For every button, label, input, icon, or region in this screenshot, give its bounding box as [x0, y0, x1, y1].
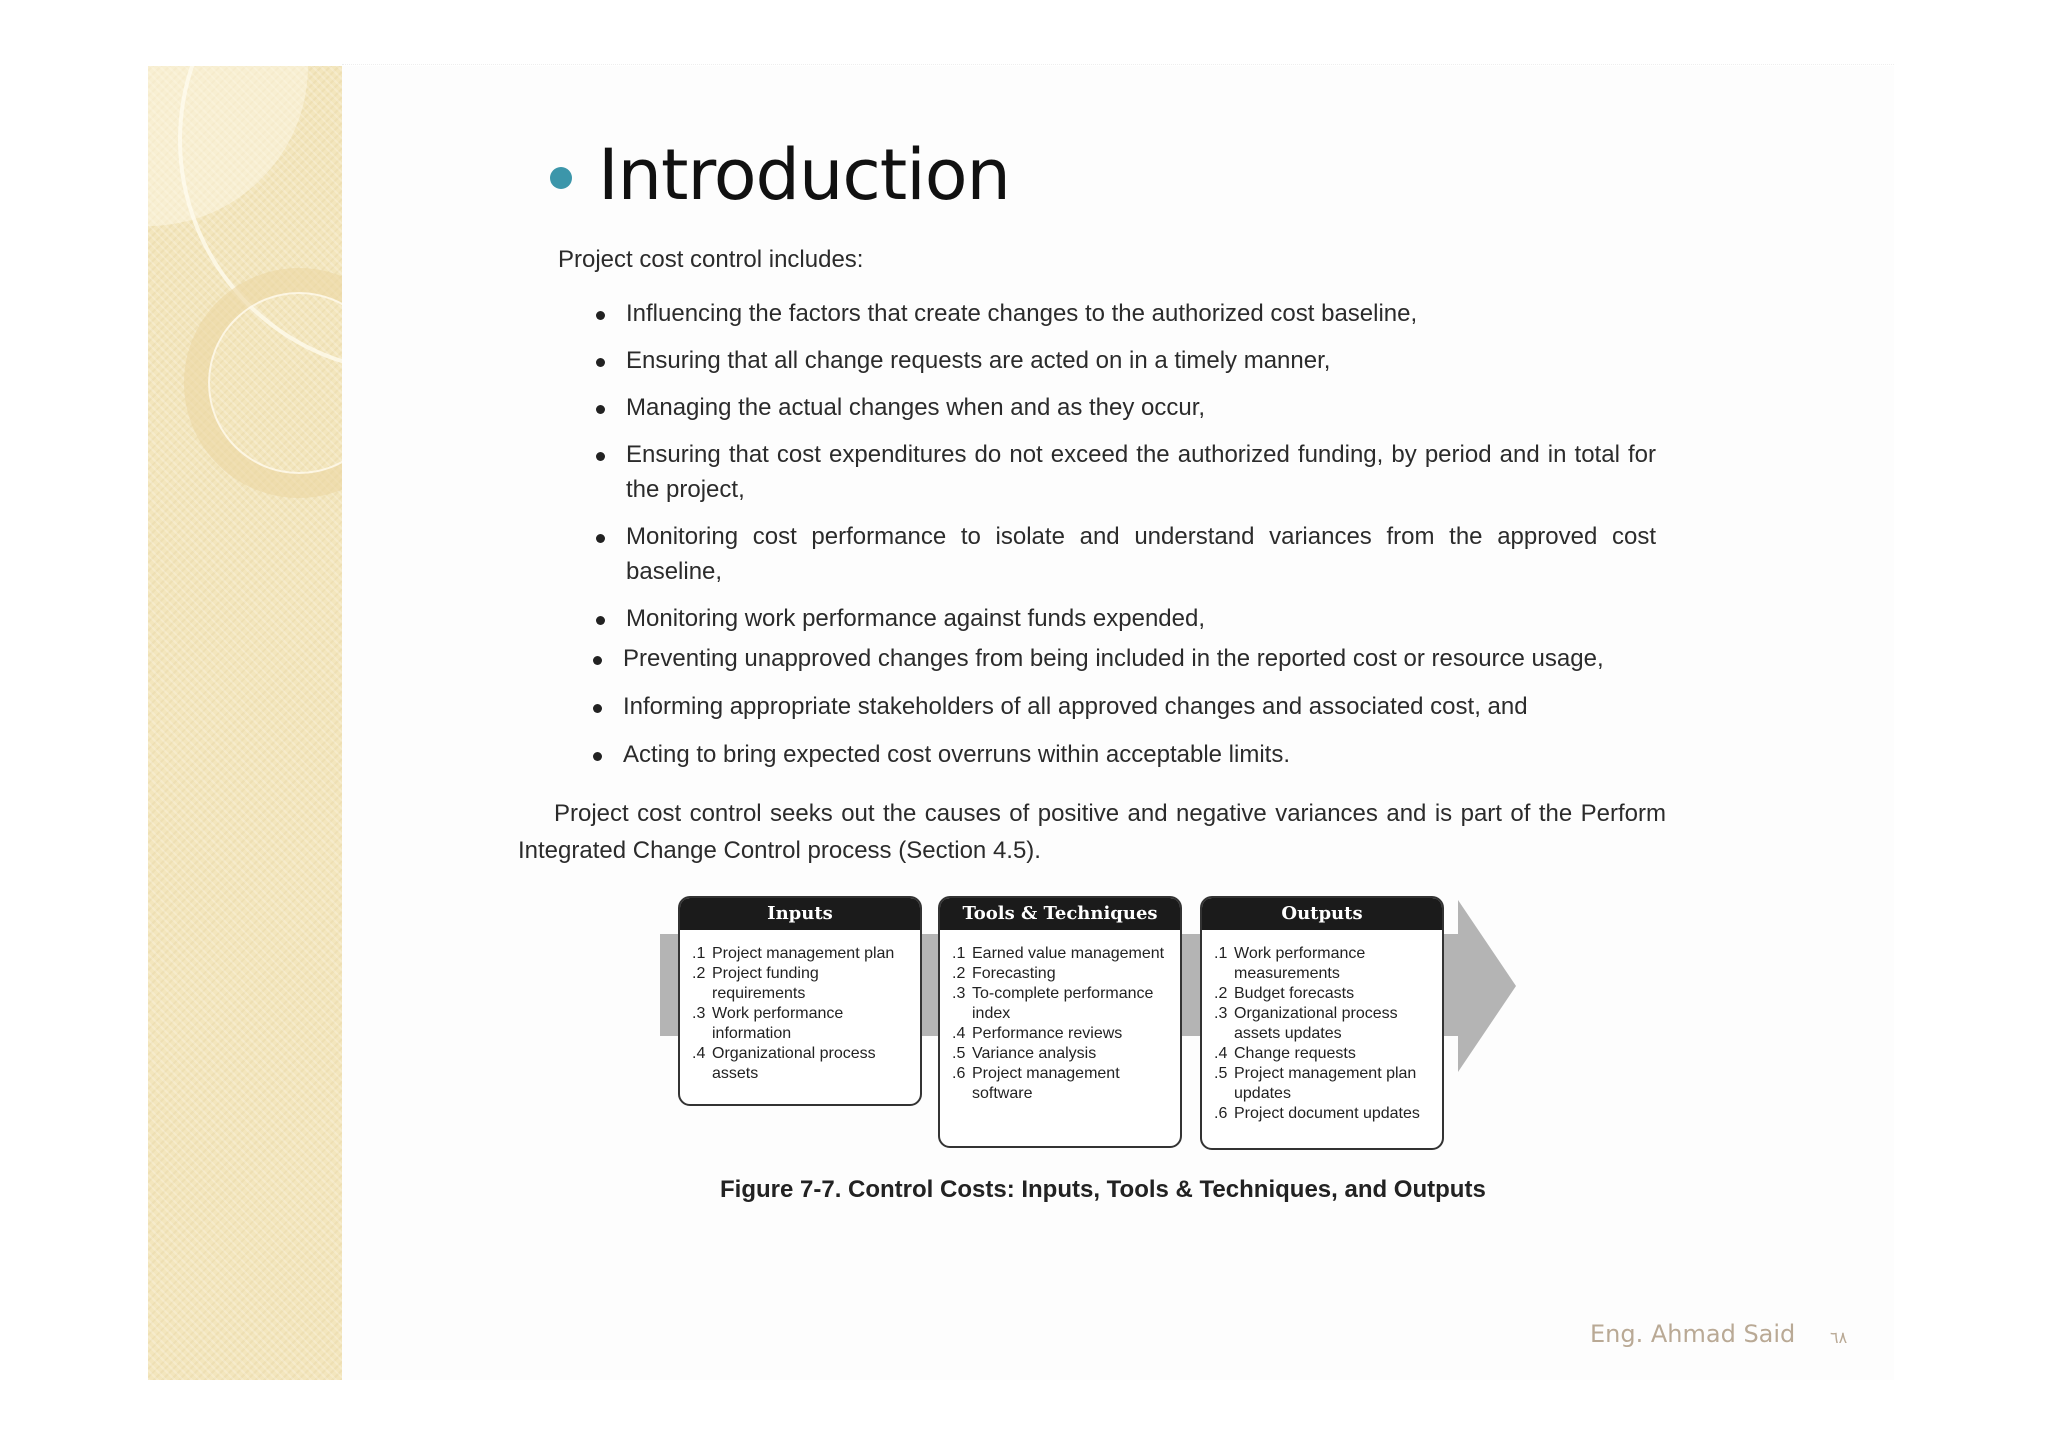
- item-number: .5: [952, 1045, 966, 1062]
- item-text: Work performance measurements: [1234, 945, 1366, 982]
- list-item: [952, 964, 1176, 984]
- item-text: Project management plan updates: [1234, 1065, 1417, 1102]
- item-number: .4: [952, 1025, 966, 1042]
- item-text: Project funding requirements: [712, 965, 819, 1002]
- flow-arrow-head-icon: [1458, 900, 1516, 1072]
- item-text: Project management plan: [712, 945, 895, 962]
- list-item: Ensuring that all change requests are acted on in a timely manner,: [596, 343, 1656, 378]
- list-item: Preventing unapproved changes from being included in the reported cost or resource usage,: [593, 642, 1693, 676]
- list-item: [692, 964, 916, 1004]
- item-text: Variance analysis: [972, 1045, 1097, 1062]
- item-number: .2: [952, 965, 966, 982]
- inputs-box: [678, 896, 922, 1106]
- item-number: .1: [692, 945, 706, 962]
- footer-author: Eng. Ahmad Said: [1590, 1320, 1796, 1348]
- inputs-list: [680, 930, 920, 1092]
- item-number: .6: [952, 1065, 966, 1082]
- item-text: To-complete performance index: [972, 985, 1154, 1022]
- bullet-list-first: [596, 296, 1656, 648]
- process-figure: [660, 896, 1520, 1152]
- title-bullet-icon: [550, 167, 572, 189]
- item-text: Work performance information: [712, 1005, 844, 1042]
- item-number: .6: [1214, 1105, 1228, 1122]
- outputs-box: [1200, 896, 1444, 1150]
- item-number: .3: [952, 985, 966, 1002]
- slide-title: Introduction: [598, 134, 1010, 216]
- item-number: .4: [692, 1045, 706, 1062]
- list-item: [1214, 1104, 1438, 1124]
- item-text: Forecasting: [972, 965, 1056, 982]
- figure-caption: Figure 7-7. Control Costs: Inputs, Tools & Techniques, and Outputs: [720, 1176, 1486, 1203]
- list-item: Monitoring cost performance to isolate and understand variances from the approved cost baseline,: [596, 519, 1656, 589]
- tools-list: [940, 930, 1180, 1112]
- title-row: [550, 134, 1010, 216]
- top-divider: [342, 64, 1894, 65]
- tools-header: Tools & Techniques: [940, 898, 1180, 930]
- list-item: [692, 1004, 916, 1044]
- list-item: [952, 1024, 1176, 1044]
- item-text: Organizational process assets updates: [1234, 1005, 1398, 1042]
- list-item: [1214, 944, 1438, 984]
- list-item: [952, 1064, 1176, 1104]
- outputs-header: Outputs: [1202, 898, 1442, 930]
- decorative-sidebar: [148, 66, 342, 1380]
- list-item: [1214, 984, 1438, 1004]
- list-item: Ensuring that cost expenditures do not exceed the authorized funding, by period and in total for the project,: [596, 437, 1656, 507]
- list-item: [1214, 1004, 1438, 1044]
- list-item: [1214, 1044, 1438, 1064]
- list-item: Monitoring work performance against funds expended,: [596, 601, 1656, 636]
- item-text: Budget forecasts: [1234, 985, 1355, 1002]
- page-number: ٦٨: [1830, 1328, 1848, 1347]
- summary-paragraph: Project cost control seeks out the causes of positive and negative variances and is part of the Perform Integrated Change Control process (Section 4.5).: [518, 800, 1666, 864]
- intro-text: Project cost control includes:: [558, 246, 864, 273]
- item-text: Project document updates: [1234, 1105, 1420, 1122]
- list-item: [1214, 1064, 1438, 1104]
- item-text: Earned value management: [972, 945, 1165, 962]
- bullet-list-second: [593, 642, 1693, 786]
- item-number: .3: [1214, 1005, 1228, 1022]
- outputs-list: [1202, 930, 1442, 1132]
- list-item: [952, 1044, 1176, 1064]
- list-item: Managing the actual changes when and as they occur,: [596, 390, 1656, 425]
- item-text: Performance reviews: [972, 1025, 1123, 1042]
- list-item: [692, 1044, 916, 1084]
- list-item: [692, 944, 916, 964]
- inputs-header: Inputs: [680, 898, 920, 930]
- list-item: Informing appropriate stakeholders of all approved changes and associated cost, and: [593, 690, 1693, 724]
- item-text: Project management software: [972, 1065, 1120, 1102]
- item-number: .2: [692, 965, 706, 982]
- item-text: Change requests: [1234, 1045, 1356, 1062]
- item-number: .2: [1214, 985, 1228, 1002]
- item-number: .1: [1214, 945, 1228, 962]
- item-number: .4: [1214, 1045, 1228, 1062]
- list-item: [952, 984, 1176, 1024]
- list-item: [952, 944, 1176, 964]
- list-item: Influencing the factors that create changes to the authorized cost baseline,: [596, 296, 1656, 331]
- tools-box: [938, 896, 1182, 1148]
- item-number: .3: [692, 1005, 706, 1022]
- item-number: .5: [1214, 1065, 1228, 1082]
- list-item: Acting to bring expected cost overruns within acceptable limits.: [593, 738, 1693, 772]
- item-number: .1: [952, 945, 966, 962]
- item-text: Organizational process assets: [712, 1045, 876, 1082]
- sidebar-ring: [184, 268, 342, 498]
